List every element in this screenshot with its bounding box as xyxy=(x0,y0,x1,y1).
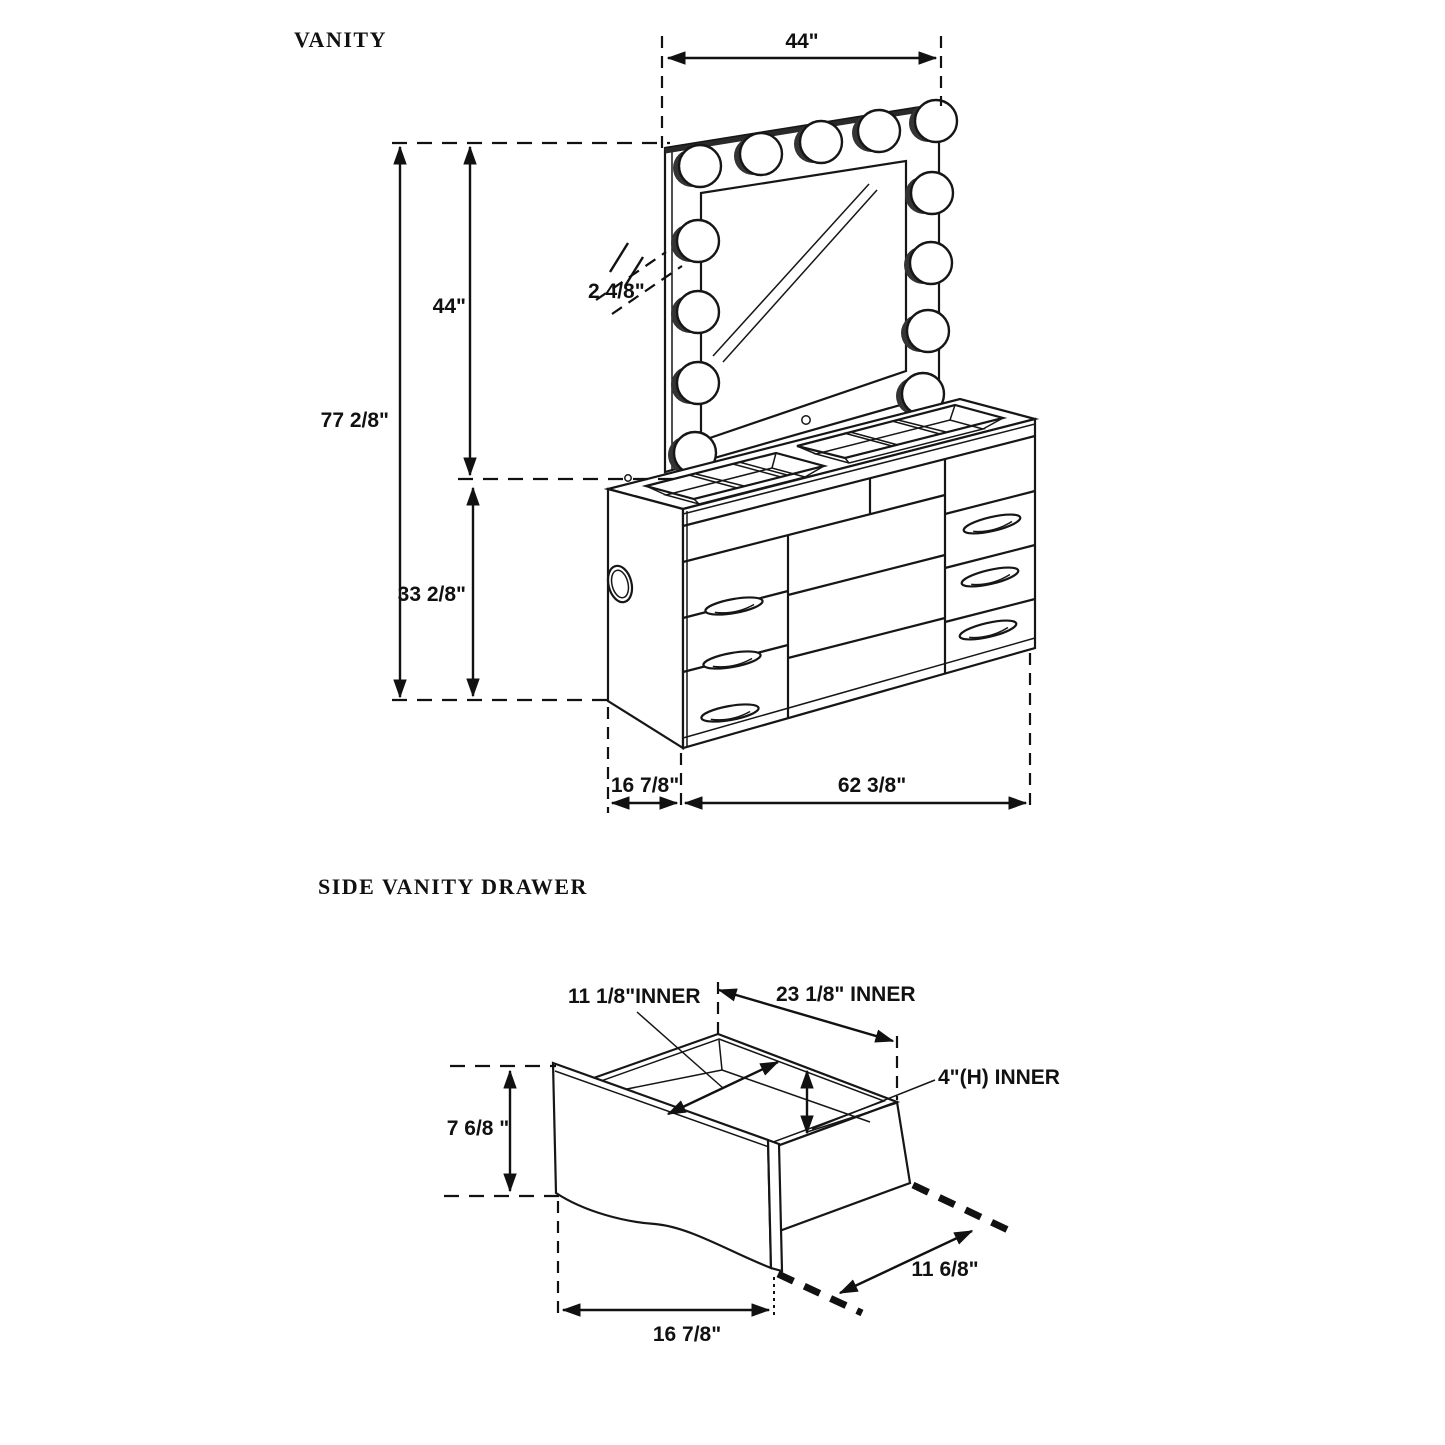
side-drawer-title: SIDE VANITY DRAWER xyxy=(318,874,588,899)
dim-front-height xyxy=(444,1066,560,1196)
dim-label-mirror-height: 44" xyxy=(432,295,466,318)
dim-mirror-height xyxy=(433,147,676,479)
dim-label-inner-depth: 11 1/8"INNER xyxy=(568,985,701,1008)
light-bulb-icon xyxy=(909,100,957,142)
dim-label-dresser-height: 33 2/8" xyxy=(397,583,466,606)
vanity-title: VANITY xyxy=(294,27,387,52)
dim-label-dresser-width: 62 3/8" xyxy=(837,774,907,797)
dim-label-inner-height: 4"(H) INNER xyxy=(938,1066,1060,1089)
drawer-front-panel-edge xyxy=(768,1140,782,1271)
side-drawer-diagram xyxy=(444,982,1060,1346)
dim-label-total-height: 77 2/8" xyxy=(320,409,389,432)
screw-hole xyxy=(625,475,631,481)
dim-label-mirror-width: 44" xyxy=(785,30,819,53)
dim-dresser-height xyxy=(398,488,473,696)
dim-label-inner-width: 23 1/8" INNER xyxy=(776,983,916,1006)
dresser-side-panel xyxy=(608,489,683,748)
dim-label-drawer-depth: 11 6/8" xyxy=(911,1258,979,1281)
dim-label-front-height: 7 6/8 " xyxy=(446,1117,510,1140)
dim-label-dresser-depth: 16 7/8" xyxy=(610,774,680,797)
dim-label-drawer-width: 16 7/8" xyxy=(652,1323,722,1346)
dim-label-frame-thickness: 2 4/8" xyxy=(588,280,645,303)
